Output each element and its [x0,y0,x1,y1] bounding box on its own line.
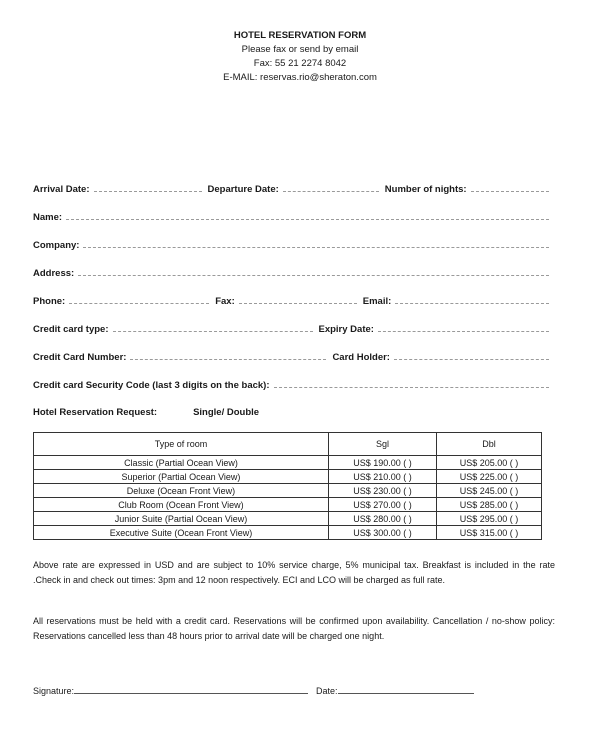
double-rate-cell[interactable]: US$ 205.00 ( ) [437,456,542,470]
table-row [34,498,542,512]
nights-label: Number of nights: [384,184,467,195]
reservation-request-row [33,407,555,418]
column-header-room-type: Type of room [34,433,329,456]
double-rate-cell[interactable]: US$ 225.00 ( ) [437,470,542,484]
departure-date-field[interactable] [283,183,379,192]
single-rate-cell[interactable]: US$ 270.00 ( ) [329,498,437,512]
room-type-cell: Classic (Partial Ocean View) [34,456,329,470]
name-label: Name: [33,212,63,223]
address-row [33,267,555,279]
card-holder-label: Card Holder: [332,352,390,363]
room-type-cell: Executive Suite (Ocean Front View) [34,526,329,540]
security-code-label: Credit card Security Code (last 3 digits on the back): [33,380,270,391]
single-rate-cell[interactable]: US$ 280.00 ( ) [329,512,437,526]
phone-field[interactable] [69,295,209,304]
card-holder-field[interactable] [394,351,549,360]
address-field[interactable] [78,267,549,276]
security-code-field[interactable] [274,379,550,388]
table-row [34,456,542,470]
header-instructions: Please fax or send by email [241,44,359,55]
table-row [34,484,542,498]
signature-field[interactable] [74,684,308,694]
card-number-row [33,351,555,363]
form-header [0,29,600,85]
name-row [33,211,555,223]
room-type-cell: Junior Suite (Partial Ocean View) [34,512,329,526]
policy-note: All reservations must be held with a credit card. Reservations will be confirmed upon availability. Cancellation / no-show policy: Reservations cancelled less than 48 hours prior to arrival date will be charged one night. [33,616,555,641]
header-fax: Fax: 55 21 2274 8042 [253,58,347,69]
table-row [34,470,542,484]
column-header-single: Sgl [329,433,437,456]
signature-label: Signature: [33,686,75,696]
nights-field[interactable] [471,183,549,192]
fax-label: Fax: [215,296,235,307]
email-label: Email: [362,296,392,307]
departure-date-label: Departure Date: [207,184,279,195]
expiry-date-field[interactable] [378,323,549,332]
phone-label: Phone: [33,296,66,307]
form-title: HOTEL RESERVATION FORM [233,30,367,41]
company-row [33,239,555,251]
double-rate-cell[interactable]: US$ 315.00 ( ) [437,526,542,540]
single-rate-cell[interactable]: US$ 300.00 ( ) [329,526,437,540]
contact-row [33,295,555,307]
fax-field[interactable] [239,295,357,304]
date-label: Date: [316,686,338,696]
room-type-cell: Deluxe (Ocean Front View) [34,484,329,498]
double-rate-cell[interactable]: US$ 295.00 ( ) [437,512,542,526]
single-rate-cell[interactable]: US$ 210.00 ( ) [329,470,437,484]
double-rate-cell[interactable]: US$ 245.00 ( ) [437,484,542,498]
arrival-date-label: Arrival Date: [33,184,90,195]
card-type-label: Credit card type: [33,324,109,335]
rates-note: Above rate are expressed in USD and are subject to 10% service charge, 5% municipal tax. Breakfast is included in the rate .Check in and check out times: 3pm and 12 noon respectively. ECI and LCO will be charged as full rate. [33,560,555,585]
company-label: Company: [33,240,80,251]
room-type-cell: Club Room (Ocean Front View) [34,498,329,512]
room-type-cell: Superior (Partial Ocean View) [34,470,329,484]
date-field[interactable] [338,684,474,694]
column-header-double: Dbl [437,433,542,456]
header-email: E-MAIL: reservas.rio@sheraton.com [223,72,377,83]
table-row [34,526,542,540]
company-field[interactable] [83,239,549,248]
arrival-date-field[interactable] [94,183,202,192]
card-number-label: Credit Card Number: [33,352,127,363]
room-rates-table [33,432,542,540]
email-field[interactable] [395,295,549,304]
card-type-row [33,323,555,335]
double-rate-cell[interactable]: US$ 285.00 ( ) [437,498,542,512]
card-number-field[interactable] [130,351,326,360]
card-type-field[interactable] [113,323,313,332]
address-label: Address: [33,268,75,279]
expiry-date-label: Expiry Date: [318,324,374,335]
single-rate-cell[interactable]: US$ 190.00 ( ) [329,456,437,470]
security-code-row [33,379,555,391]
name-field[interactable] [66,211,549,220]
reservation-request-label: Hotel Reservation Request: [33,407,158,418]
dates-row [33,183,555,195]
table-row [34,512,542,526]
room-occupancy-options[interactable]: Single/ Double [193,407,260,418]
single-rate-cell[interactable]: US$ 230.00 ( ) [329,484,437,498]
signature-row [33,684,474,696]
table-header-row [34,433,542,456]
